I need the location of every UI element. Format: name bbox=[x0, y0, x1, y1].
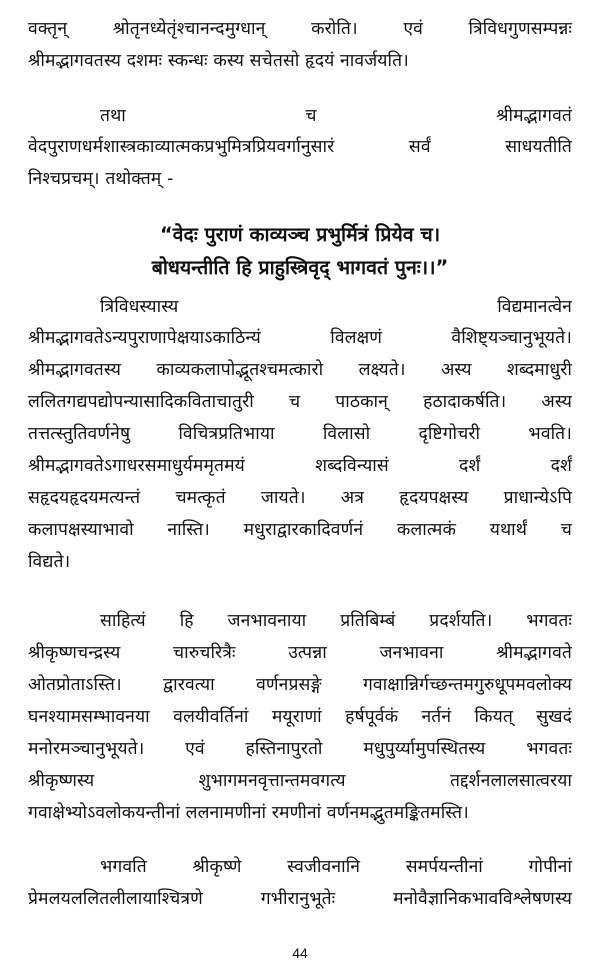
paragraph-line: तत्तत्स्तुतिवर्णनेषु विचित्रप्रतिभाया विलासो दृष्टिगोचरी भवति। bbox=[28, 424, 572, 444]
paragraph-line: साहित्यं हि जनभावनाया प्रतिबिम्बं प्रदर्शयति। भगवतः bbox=[100, 611, 572, 631]
paragraph-line: कलापक्षस्याभावो नास्ति। मधुराद्वारकादिवर्णनं कलात्मकं यथार्थं च bbox=[28, 520, 572, 540]
paragraph-line: ललितगद्यपद्योपन्यासादिकविताचातुरी च पाठकान् हठादाकर्षति। अस्य bbox=[28, 392, 572, 412]
paragraph-line: श्रीकृष्णचन्द्रस्य चारुचरित्रैः उत्पन्ना जनभावना श्रीमद्भागवते bbox=[28, 643, 572, 663]
page-number: 44 bbox=[292, 945, 308, 961]
paragraph-line: प्रेमलयललितलीलायाश्चित्रणे गभीरानुभूतेः मनोवैज्ञानिकभावविश्लेषणस्य bbox=[28, 889, 572, 909]
paragraph-line: भगवति श्रीकृष्णे स्वजीवनानि समर्पयन्तीनां गोपीनां bbox=[100, 857, 572, 877]
paragraph-line: तथा च श्रीमद्भागवतं bbox=[100, 106, 572, 126]
paragraph-line: श्रीमद्भागवतस्य दशमः स्कन्धः कस्य सचेतसो हृदयं नावर्जयति। bbox=[28, 51, 409, 71]
verse-line: “वेदः पुराणं काव्यञ्च प्रभुर्मित्रं प्रियेव च। bbox=[159, 223, 441, 246]
paragraph-line: निश्चप्रचम्। तथोक्तम् - bbox=[28, 169, 174, 189]
paragraph-line: त्रिविधस्यास्य विद्यमानत्वेन bbox=[100, 297, 572, 317]
paragraph-line: श्रीमद्भागवतेऽन्यपुराणापेक्षयाऽकाठिन्यं विलक्षणं वैशिष्ट्यञ्चानुभूयते। bbox=[28, 328, 572, 348]
paragraph-line: विद्यते। bbox=[28, 552, 71, 572]
paragraph-line: सहृदयहृदयमत्यन्तं चमत्कृतं जायते। अत्र हृदयपक्षस्य प्राधान्येऽपि bbox=[28, 488, 572, 508]
paragraph-line: वक्तृन् श्रोतृनध्येतृंश्चानन्दमुग्धान् करोति। एवं त्रिविधगुणसम्पन्नः bbox=[28, 19, 572, 39]
paragraph-line: श्रीमद्भागवतस्य काव्यकलापोद्भूतश्चमत्कारो लक्ष्यते। अस्य शब्दमाधुरी bbox=[28, 360, 572, 380]
paragraph-line: वेदपुराणधर्मशास्त्रकाव्यात्मकप्रभुमित्रप्रियवर्गानुसारं सर्वं साधयतीति bbox=[28, 137, 572, 157]
paragraph-line: मनोरमञ्चानुभूयते। एवं हस्तिनापुरतो मधुपुर्य्यामुपस्थितस्य भगवतः bbox=[28, 739, 572, 759]
verse-line: बोधयन्तीति हि प्राहुस्त्रिवृद् भागवतं पुनः।।” bbox=[151, 256, 449, 279]
paragraph-line: घनश्यामसम्भावनया वलयीवर्तिनां मयूराणां हर्षपूर्वकं नर्तनं कियत् सुखदं bbox=[28, 707, 572, 727]
paragraph-line: श्रीकृष्णस्य शुभागमनवृत्तान्तमवगत्य तद्दर्शनलालसात्वरया bbox=[28, 771, 572, 791]
paragraph-line: श्रीमद्भागवतेऽगाधरसमाधुर्यममृतमयं शब्दविन्यासं दर्शं दर्शं bbox=[28, 456, 572, 476]
paragraph-line: ओतप्रोताऽस्ति। द्वारवत्या वर्णनप्रसङ्गे गवाक्षान्निर्गच्छन्तमगुरुधूपमवलोक्य bbox=[28, 675, 572, 695]
paragraph-line: गवाक्षेभ्योऽवलोकयन्तीनां ललनामणीनां रमणीनां वर्णनमद्भुतमङ्कितमस्ति। bbox=[28, 803, 469, 823]
